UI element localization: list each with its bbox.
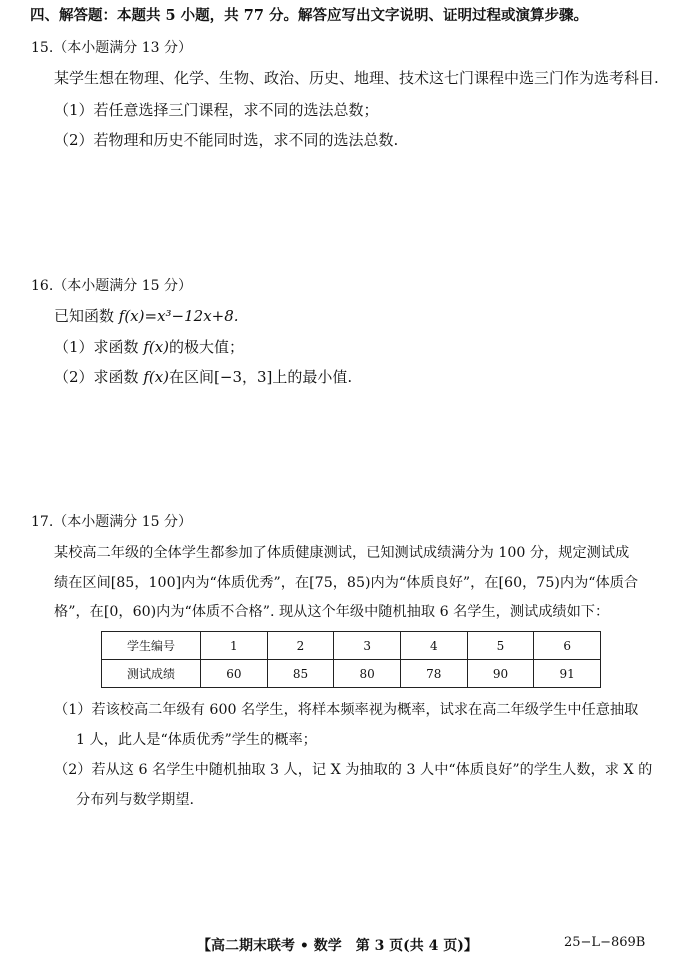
table-row-label: 测试成绩: [102, 660, 201, 688]
table-cell: 2: [267, 632, 334, 660]
q17-stem-line2: 绩在区间[85，100]内为“体质优秀”，在[75，85)内为“体质良好”，在[60，75)内为“体质合: [54, 575, 639, 591]
q16-stem: [54, 306, 239, 326]
table-cell: 60: [201, 660, 268, 688]
q17-part1-line2: 1 人，此人是“体质优秀”学生的概率；: [76, 732, 317, 748]
table-cell: 91: [534, 660, 601, 688]
table-row-label: 学生编号: [102, 632, 201, 660]
table-row: [102, 632, 601, 660]
section-header: 四、解答题：本题共 5 小题，共 77 分。解答应写出文字说明、证明过程或演算步骤。: [30, 7, 588, 24]
footer-exam-code: 25−L−869B: [564, 935, 646, 950]
score-table: [101, 631, 601, 688]
table-row: [102, 660, 601, 688]
q16-function-expression: f(x)=x³−12x+8.: [118, 307, 239, 325]
table-cell: 90: [467, 660, 534, 688]
q16-part1-prefix: （1）求函数: [54, 338, 144, 356]
table-cell: 6: [534, 632, 601, 660]
table-cell: 1: [201, 632, 268, 660]
q16-part2-prefix: （2）求函数: [54, 368, 144, 386]
table-cell: 85: [267, 660, 334, 688]
table-cell: 3: [334, 632, 401, 660]
q17-title: 17.（本小题满分 15 分）: [31, 514, 192, 530]
q15-title: 15.（本小题满分 13 分）: [31, 40, 192, 56]
q16-part1-func: f(x): [143, 338, 170, 356]
table-cell: 4: [400, 632, 467, 660]
q16-stem-prefix: 已知函数: [54, 307, 119, 325]
q17-part2-line2: 分布列与数学期望.: [76, 792, 195, 808]
table-cell: 78: [400, 660, 467, 688]
q16-part2: [54, 367, 352, 387]
q17-stem-line3: 格”，在[0，60)内为“体质不合格”. 现从这个年级中随机抽取 6 名学生，测试成绩如下：: [54, 604, 610, 620]
q16-part2-func: f(x): [143, 368, 170, 386]
table-cell: 80: [334, 660, 401, 688]
q15-stem: 某学生想在物理、化学、生物、政治、历史、地理、技术这七门课程中选三门作为选考科目.: [54, 69, 659, 87]
q17-part1-line1: （1）若该校高二年级有 600 名学生，将样本频率视为概率，试求在高二年级学生中任意抽取: [54, 702, 639, 718]
q16-part1-suffix: 的极大值；: [169, 338, 245, 356]
q16-title: 16.（本小题满分 15 分）: [31, 278, 192, 294]
table-cell: 5: [467, 632, 534, 660]
q17-stem-line1: 某校高二年级的全体学生都参加了体质健康测试，已知测试成绩满分为 100 分，规定测试成: [54, 545, 630, 561]
q16-part1: [54, 337, 244, 357]
footer-page-label: 【高二期末联考 • 数学 第 3 页(共 4 页)】: [197, 938, 478, 954]
q17-part2-line1: （2）若从这 6 名学生中随机抽取 3 人，记 X 为抽取的 3 人中“体质良好”的学生人数，求 X 的: [54, 762, 653, 778]
q15-part1: （1）若任意选择三门课程，求不同的选法总数；: [54, 101, 379, 119]
q15-part2: （2）若物理和历史不能同时选，求不同的选法总数.: [54, 131, 399, 149]
q16-part2-suffix: 在区间[−3，3]上的最小值.: [169, 368, 353, 386]
